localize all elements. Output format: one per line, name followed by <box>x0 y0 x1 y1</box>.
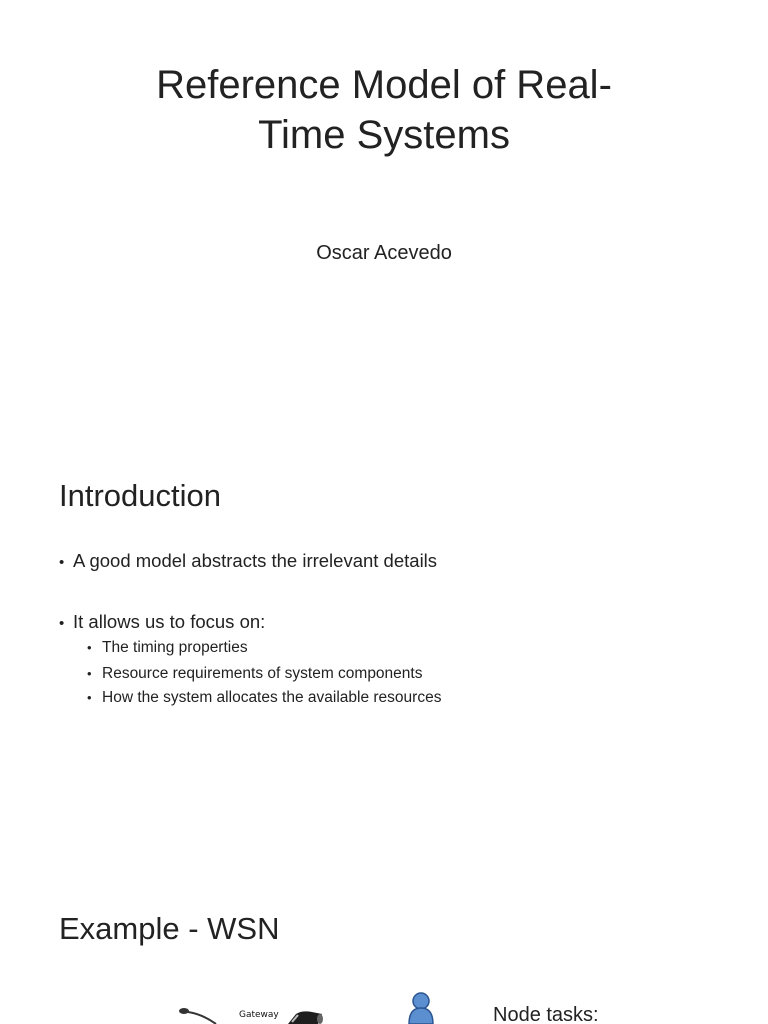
title-slide <box>0 0 768 432</box>
gateway-device-icon <box>288 1011 323 1024</box>
node-tasks-label: Node tasks: <box>493 1004 599 1024</box>
bullet-marker: • <box>59 554 65 571</box>
sub-bullet-item <box>87 638 248 658</box>
title-line-2: Time Systems <box>258 113 510 157</box>
bullet-marker: • <box>87 640 92 655</box>
user-icon <box>409 993 433 1024</box>
bullet-marker: • <box>59 615 65 632</box>
gateway-label: Gateway <box>239 1010 279 1020</box>
bullet-item <box>59 610 265 636</box>
sub-bullet-text: The timing properties <box>102 639 248 656</box>
introduction-slide <box>0 432 768 864</box>
bullet-item <box>59 549 437 575</box>
title-line-1: Reference Model of Real- <box>156 63 612 107</box>
bullet-text: A good model abstracts the irrelevant details <box>73 550 438 571</box>
slide-heading: Example - WSN <box>59 911 280 946</box>
sub-bullet-text: How the system allocates the available resources <box>102 689 442 706</box>
slide-heading: Introduction <box>59 478 221 513</box>
bullet-text: It allows us to focus on: <box>73 611 266 632</box>
sub-bullet-item <box>87 664 422 684</box>
sub-bullet-text: Resource requirements of system components <box>102 665 423 682</box>
presentation-title <box>84 60 684 160</box>
sub-bullet-item <box>87 688 441 708</box>
antenna-icon <box>179 1008 216 1024</box>
bullet-marker: • <box>87 690 92 705</box>
wsn-diagram <box>0 864 768 1024</box>
author-name: Oscar Acevedo <box>316 242 452 264</box>
example-wsn-slide <box>0 864 768 1024</box>
bullet-marker: • <box>87 666 92 681</box>
